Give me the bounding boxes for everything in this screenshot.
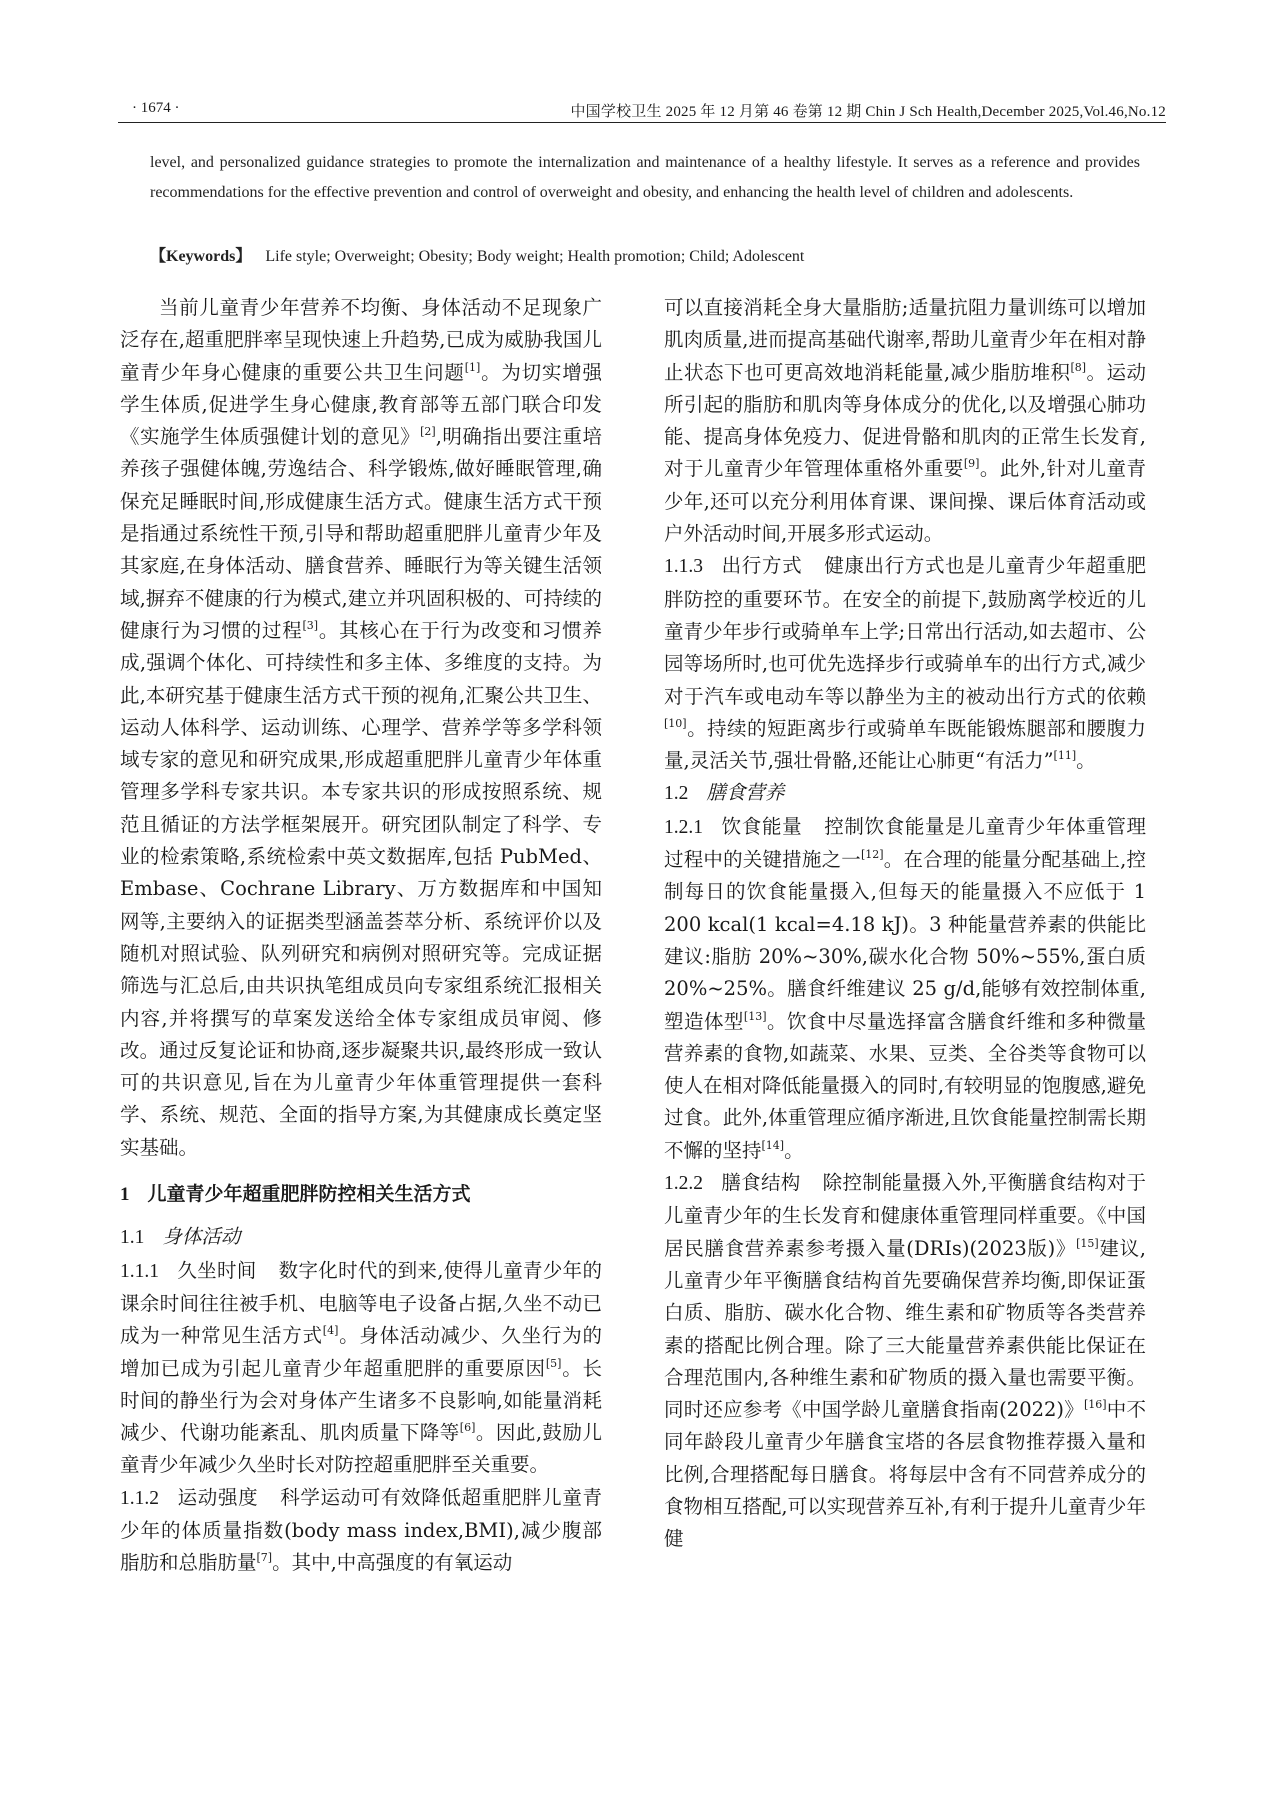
section-1-1-2-continued: 可以直接消耗全身大量脂肪;适量抗阻力量训练可以增加肌肉质量,进而提高基础代谢率,帮助儿童青少年在相对静止状态下也可更高效地消耗能量,减少脂肪堆积[8]。运动所引起的脂肪和肌肉等身体成分的优化,以及增强心肺功能、提高身体免疫力、促进骨骼和肌肉的正常生长发育,对于儿童青少年管理体重格外重要[9]。此外,针对儿童青少年,还可以充分利用体育课、课间操、课后体育活动或户外活动时间,开展多形式运动。 [664,296,1146,546]
left-column [120,292,602,1580]
keywords-text: Life style; Overweight; Obesity; Body weight; Health promotion; Child; Adolescent [265,248,805,265]
intro-paragraph: 当前儿童青少年营养不均衡、身体活动不足现象广泛存在,超重肥胖率呈现快速上升趋势,已成为威胁我国儿童青少年身心健康的重要公共卫生问题[1]。为切实增强学生体质,促进学生身心健康,教育部等五部门联合印发《实施学生体质强健计划的意见》[2],明确指出要注重培养孩子强健体魄,劳逸结合、科学锻炼,做好睡眠管理,确保充足睡眠时间,形成健康生活方式。健康生活方式干预是指通过系统性干预,引导和帮助超重肥胖儿童青少年及其家庭,在身体活动、膳食营养、睡眠行为等关键生活领域,摒弃不健康的行为模式,建立并巩固积极的、可持续的健康行为习惯的过程[3]。其核心在于行为改变和习惯养成,强调个体化、可持续性和多主体、多维度的支持。为此,本研究基于健康生活方式干预的视角,汇聚公共卫生、运动人体科学、运动训练、心理学、营养学等多学科领域专家的意见和研究成果,形成超重肥胖儿童青少年体重管理多学科专家共识。本专家共识的形成按照系统、规范且循证的方法学框架展开。研究团队制定了科学、专业的检索策略,系统检索中英文数据库,包括 PubMed、Embase、Cochrane Library、万方数据库和中国知网等,主要纳入的证据类型涵盖荟萃分析、系统评价以及随机对照试验、队列研究和病例对照研究等。完成证据筛选与汇总后,由共识执笔组成员向专家组系统汇报相关内容,并将撰写的草案发送给全体专家组成员审阅、修改。通过反复论证和协商,逐步凝聚共识,最终形成一致认可的共识意见,旨在为儿童青少年体重管理提供一套科学、系统、规范、全面的指导方案,为其健康成长奠定坚实基础。 [120,296,602,1159]
keywords-label: 【Keywords】 [150,248,252,265]
section-1-1-2-paragraph: 1.1.2 运动强度 科学运动可有效降低超重肥胖儿童青少年的体质量指数(body mass index,BMI),减少腹部脂肪和总脂肪量[7]。其中,中高强度的有氧运动 [120,1485,602,1575]
section-1-1-1-paragraph: 1.1.1 久坐时间 数字化时代的到来,使得儿童青少年的课余时间往往被手机、电脑等电子设备占据,久坐不动已成为一种常见生活方式[4]。身体活动减少、久坐行为的增加已成为引起儿童青少年超重肥胖的重要原因[5]。长时间的静坐行为会对身体产生诸多不良影响,如能量消耗减少、代谢功能紊乱、肌肉质量下降等[6]。因此,鼓励儿童青少年减少久坐时长对防控超重肥胖至关重要。 [120,1258,602,1477]
abstract-tail: level, and personalized guidance strategies to promote the internalization and maintenance of a healthy lifestyle. It serves as a reference and provides recommendations for the effective prevention and control of overweight and obesity, and enhancing the health level of children and adolescents. [150,154,1140,201]
running-header [118,88,1166,123]
section-1-2-heading: 1.2 膳食营养 [664,781,785,805]
section-1-heading: 1 儿童青少年超重肥胖防控相关生活方式 [120,1183,471,1206]
section-1-1-heading: 1.1 身体活动 [120,1225,241,1249]
right-column [664,292,1146,1556]
page-number: · 1674 · [132,100,180,116]
journal-citation: 中国学校卫生 2025 年 12 月第 46 卷第 12 期 Chin J Sch Health,December 2025,Vol.46,No.12 [570,104,1166,120]
section-1-2-2-paragraph: 1.2.2 膳食结构 除控制能量摄入外,平衡膳食结构对于儿童青少年的生长发育和健康体重管理同样重要。《中国居民膳食营养素参考摄入量(DRIs)(2023版)》[15]建议,儿童青少年平衡膳食结构首先要确保营养均衡,即保证蛋白质、脂肪、碳水化合物、维生素和矿物质等各类营养素的搭配比例合理。除了三大能量营养素供能比保证在合理范围内,各种维生素和矿物质的摄入量也需要平衡。同时还应参考《中国学龄儿童膳食指南(2022)》[16]中不同年龄段儿童青少年膳食宝塔的各层食物推荐摄入量和比例,合理搭配每日膳食。将每层中含有不同营养成分的食物相互搭配,可以实现营养互补,有利于提升儿童青少年健 [664,1171,1146,1551]
keywords-line [150,242,1140,272]
section-1-2-1-paragraph: 1.2.1 饮食能量 控制饮食能量是儿童青少年体重管理过程中的关键措施之一[12]。在合理的能量分配基础上,控制每日的饮食能量摄入,但每天的能量摄入不应低于 1 200 kcal(1 kcal=4.18 kJ)。3 种能量营养素的供能比建议:脂肪 20%~30%,碳水化合物 50%~55%,蛋白质 20%~25%。膳食纤维建议 25 g/d,能够有效控制体重,塑造体型[13]。饮食中尽量选择富含膳食纤维和多种微量营养素的食物,如蔬菜、水果、豆类、全谷类等食物可以使人在相对降低能量摄入的同时,有较明显的饱腹感,避免过食。此外,体重管理应循序渐进,且饮食能量控制需长期不懈的坚持[14]。 [664,814,1146,1162]
section-1-1-3-paragraph: 1.1.3 出行方式 健康出行方式也是儿童青少年超重肥胖防控的重要环节。在安全的前提下,鼓励离学校近的儿童青少年步行或骑单车上学;日常出行活动,如去超市、公园等场所时,也可优先选择步行或骑单车的出行方式,减少对于汽车或电动车等以静坐为主的被动出行方式的依赖[10]。持续的短距离步行或骑单车既能锻炼腿部和腰腹力量,灵活关节,强壮骨骼,还能让心肺更“有活力”[11]。 [664,554,1146,773]
